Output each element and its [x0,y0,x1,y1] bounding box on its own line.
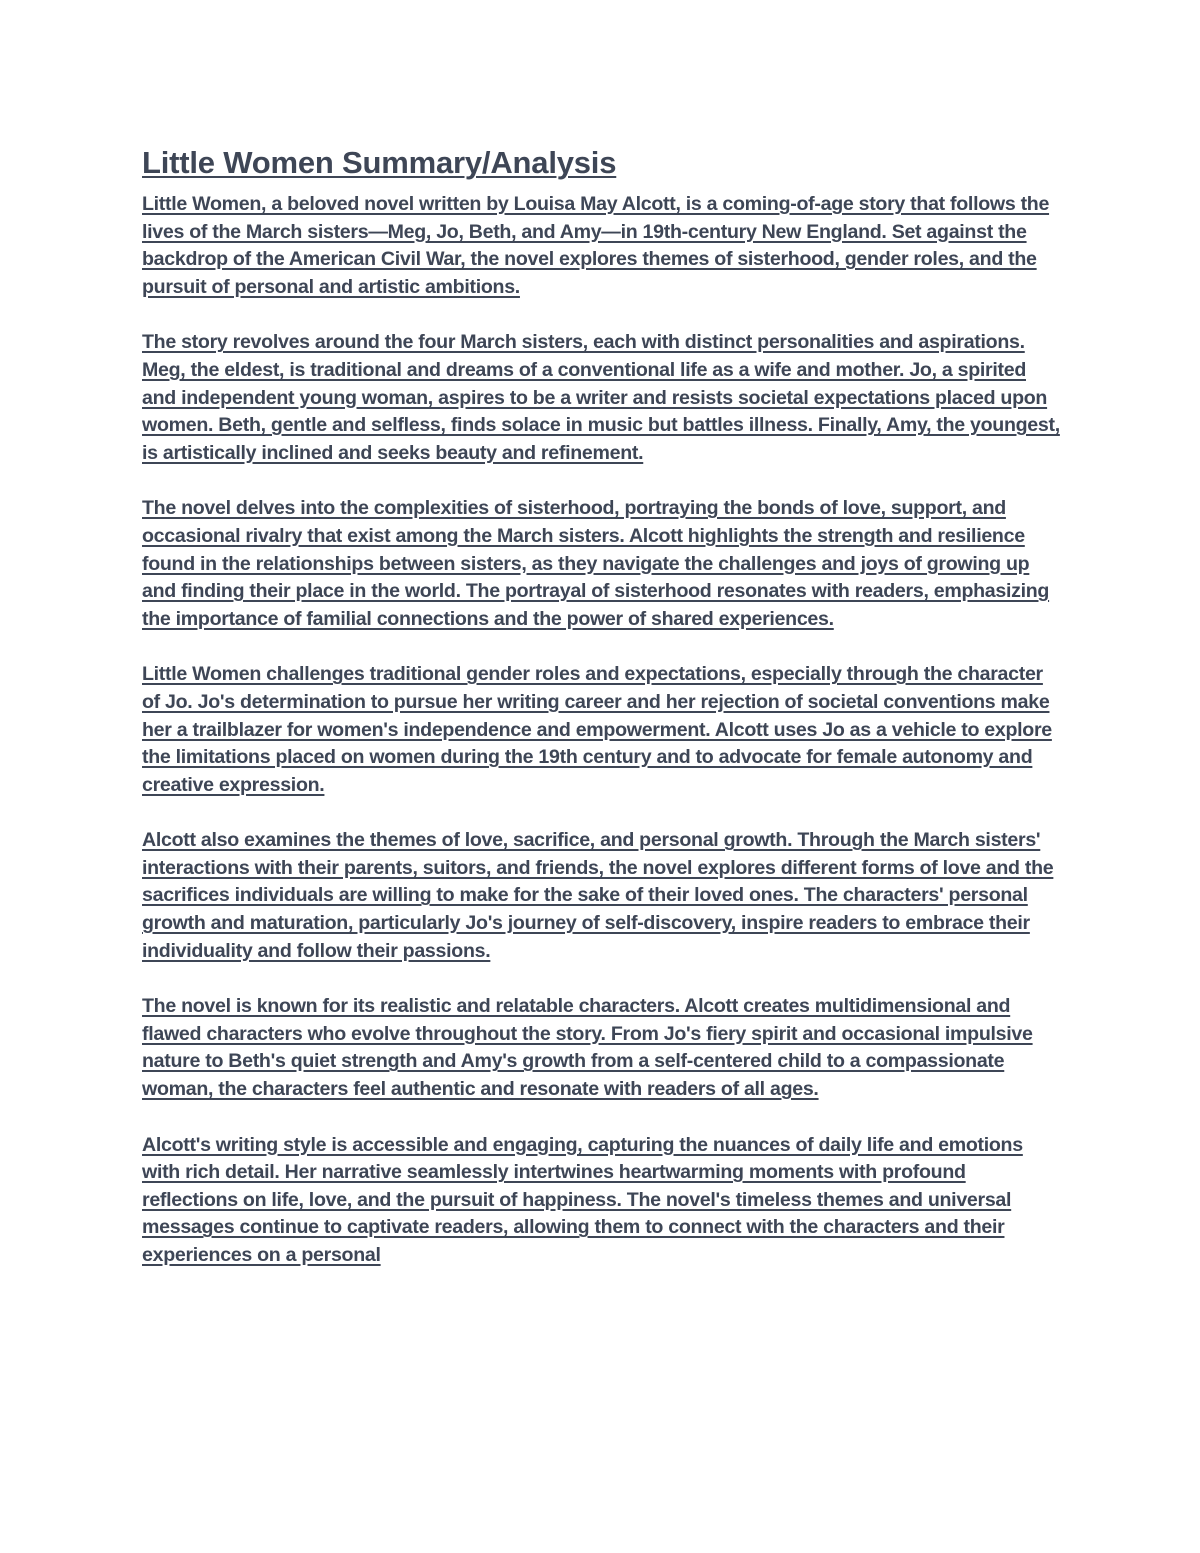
paragraph-7: Alcott's writing style is accessible and engaging, capturing the nuances of daily life and emotions with rich detail. Her narrative seamlessly intertwines heartwarming moments with profound reflections on life, love, and the pursuit of happiness. The novel's timeless themes and universal messages continue to captivate readers, allowing them to connect with the characters and their experiences on a personal [142,1133,1023,1266]
paragraph-1: Little Women, a beloved novel written by Louisa May Alcott, is a coming-of-age story that follows the lives of the March sisters—Meg, Jo, Beth, and Amy—in 19th-century New England. Set against the backdrop of the American Civil War, the novel explores themes of sisterhood, gender roles, and the pursuit of personal and artistic ambitions. [142,193,1050,298]
paragraph-3: The novel delves into the complexities of sisterhood, portraying the bonds of love, support, and occasional rivalry that exist among the March sisters. Alcott highlights the strength and resilience found in the relationships between sisters, as they navigate the challenges and joys of growing up and finding their place in the world. The portrayal of sisterhood resonates with readers, emphasizing the importance of familial connections and the power of shared experiences. [142,497,1050,630]
paragraph-2: The story revolves around the four March sisters, each with distinct personalities and aspirations. Meg, the eldest, is traditional and dreams of a conventional life as a wife and mother. Jo, a spirited and independent young woman, aspires to be a writer and resists societal expectations placed upon women. Beth, gentle and selfless, finds solace in music but battles illness. Finally, Amy, the youngest, is artistically inclined and seeks beauty and refinement. [142,331,1060,464]
paragraph-5: Alcott also examines the themes of love, sacrifice, and personal growth. Through the March sisters' interactions with their parents, suitors, and friends, the novel explores different forms of love and the sacrifices individuals are willing to make for the sake of their loved ones. The characters' personal growth and maturation, particularly Jo's journey of self-discovery, inspire readers to embrace their individuality and follow their passions. [142,829,1054,962]
document-body [142,143,1062,1298]
paragraph-6: The novel is known for its realistic and relatable characters. Alcott creates multidimensional and flawed characters who evolve throughout the story. From Jo's fiery spirit and occasional impulsive nature to Beth's quiet strength and Amy's growth from a self-centered child to a compassionate woman, the characters feel authentic and resonate with readers of all ages. [142,995,1033,1101]
document-title: Little Women Summary/Analysis [142,145,617,180]
paragraph-4: Little Women challenges traditional gender roles and expectations, especially through the character of Jo. Jo's determination to pursue her writing career and her rejection of societal conventions make her a trailblazer for women's independence and empowerment. Alcott uses Jo as a vehicle to explore the limitations placed on women during the 19th century and to advocate for female autonomy and creative expression. [142,663,1052,796]
